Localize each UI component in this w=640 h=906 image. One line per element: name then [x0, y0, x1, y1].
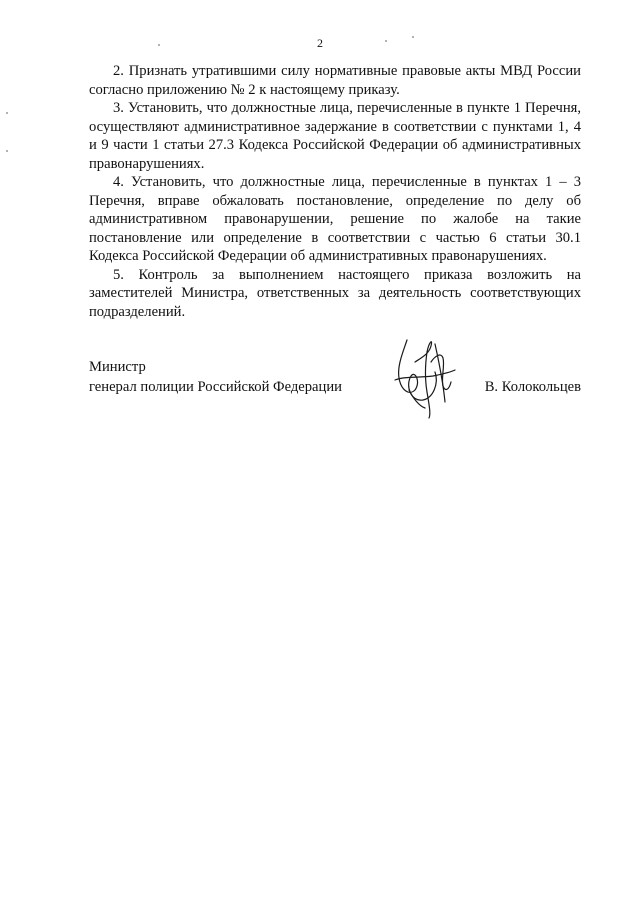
scan-speck: [6, 112, 8, 114]
signatory-rank: генерал полиции Российской Федерации: [89, 379, 342, 395]
scan-speck: [385, 40, 387, 42]
handwritten-signature: [385, 332, 465, 422]
paragraph-4: 4. Установить, что должностные лица, перечисленные в пунктах 1 – 3 Перечня, вправе обжаловать постановление, определение по делу об административном правонарушении, решение по жалобе на такие постановление или определение в соответствии с частью 6 статьи 30.1 Кодекса Российской Федерации об административных правонарушениях.: [89, 174, 581, 264]
document-body: [89, 62, 581, 321]
signature-block: [89, 357, 581, 417]
scan-speck: [158, 44, 160, 46]
scan-speck: [6, 150, 8, 152]
signatory-title: Министр: [89, 359, 146, 375]
paragraph-2: 2. Признать утратившими силу нормативные правовые акты МВД России согласно приложению № 2 к настоящему приказу.: [89, 63, 581, 98]
paragraph-3: 3. Установить, что должностные лица, перечисленные в пункте 1 Перечня, осуществляют административное задержание в соответствии с пунктами 1, 4 и 9 части 1 статьи 27.3 Кодекса Российской Федерации об административных правонарушениях.: [89, 100, 581, 172]
signatory-name: В. Колокольцев: [484, 379, 581, 395]
paragraph-5: 5. Контроль за выполнением настоящего приказа возложить на заместителей Министра, ответственных за деятельность соответствующих подразделений.: [89, 266, 581, 320]
page-number: 2: [317, 36, 323, 50]
scan-speck: [412, 36, 414, 38]
